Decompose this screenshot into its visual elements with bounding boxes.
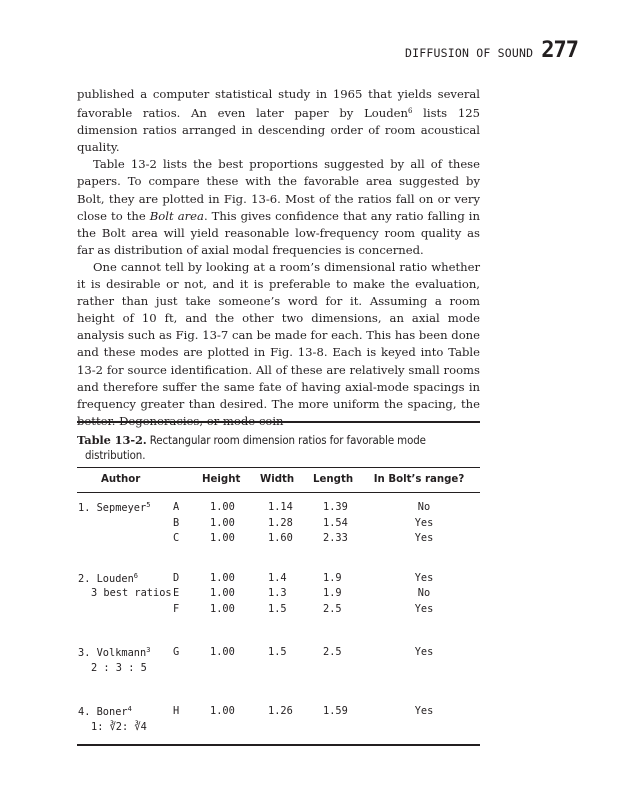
header-author: Author (101, 474, 141, 485)
author-subnote: 3 best ratios (91, 587, 172, 599)
height-cell: 1.00 (210, 587, 235, 599)
body-text (77, 86, 480, 430)
row-code: D (173, 571, 180, 584)
table-row (77, 587, 480, 603)
row-code: E (173, 587, 180, 599)
running-head: DIFFUSION OF SOUND (405, 46, 534, 60)
paragraph-1-text-cont: lists 125 dimension ratios arranged in descending order of room acoustical quality. (77, 106, 480, 155)
group-spacer (77, 618, 480, 646)
height-cell: 1.00 (210, 571, 235, 584)
paragraph-2-text-cont: . This gives confidence that any ratio falling in the Bolt area will yield reasonable low-frequency room quality as far as distribution of axial modal frequencies is concerned. (77, 208, 480, 257)
table-row (77, 705, 480, 721)
bolt-range-cell: No (417, 587, 431, 599)
author-subnote: 2 : 3 : 5 (91, 661, 147, 674)
paragraph-3: One cannot tell by looking at a room’s dimensional ratio whether it is desirable or not, and it is preferable to make the evaluation, rather than just take someone’s word for it. Assuming a room height of 10 ft, and the other two dimensions, an axial mode analysis such as Fig. 13-7 can be made for each. This has been done and these modes are plotted in Fig. 13-8. Each is keyed into Table 13-2 for source identification. All of these are relatively small rooms and therefore suffer the same fate of having axial-mode spacings in frequency greater than desired. The more uniform the spacing, the better. Degeneracies, or mode coin- (77, 259, 480, 428)
row-code: F (173, 602, 180, 615)
author-ref: 5 (146, 501, 151, 509)
header-length: Length (313, 474, 354, 485)
width-cell: 1.26 (268, 705, 293, 717)
table-row (77, 517, 480, 533)
length-cell: 1.9 (323, 587, 342, 599)
bolt-range-cell: Yes (414, 516, 434, 529)
table-label: Table 13-2. (77, 433, 147, 447)
width-cell: 1.60 (268, 532, 293, 544)
height-cell: 1.00 (210, 602, 235, 615)
bolt-range-cell: Yes (414, 705, 434, 717)
length-cell: 2.33 (323, 532, 348, 544)
bolt-range-cell: No (417, 501, 431, 513)
author-ref: 6 (133, 571, 139, 580)
table-header-row (77, 468, 480, 492)
emphasis-bolt-area: Bolt area (149, 208, 204, 223)
paragraph-2 (77, 156, 480, 259)
length-cell: 1.39 (323, 501, 348, 513)
height-cell: 1.00 (210, 516, 235, 529)
paragraph-1-text: published a computer statistical study in 1965 that yields several favorable ratios. An even later paper by Louden (77, 87, 480, 121)
author-name: 4. Boner (78, 706, 128, 718)
width-cell: 1.5 (268, 602, 287, 615)
author-name: 1. Sepmeyer (78, 502, 147, 514)
author-cell (78, 501, 150, 514)
row-code: C (173, 532, 180, 544)
table-title-line-1: Rectangular room dimension ratios for favorable mode (149, 433, 426, 447)
header-bolt-range: In Bolt’s range? (373, 474, 465, 485)
width-cell: 1.14 (268, 501, 293, 513)
table-row (77, 646, 480, 662)
bolt-range-cell: Yes (414, 602, 434, 615)
row-code: A (173, 501, 180, 513)
table-row (77, 572, 480, 588)
paragraph-2-text: Table 13-2 lists the best proportions suggested by all of these papers. To compare these with the favorable area suggested by Bolt, they are plotted in Fig. 13-6. Most of the ratios fall on or very close to the (77, 157, 480, 223)
header-width: Width (260, 474, 295, 485)
group-spacer (77, 548, 480, 572)
paragraph-1 (77, 86, 480, 156)
author-ref: 4 (127, 705, 132, 713)
bolt-range-cell: Yes (414, 646, 434, 658)
width-cell: 1.3 (268, 587, 287, 599)
length-cell: 1.9 (323, 571, 342, 584)
table-row (77, 662, 480, 678)
row-code: G (173, 646, 180, 658)
author-ref: 3 (146, 646, 151, 654)
page-header (405, 38, 578, 63)
author-cell (78, 705, 132, 718)
row-code: H (173, 705, 180, 717)
header-height: Height (202, 474, 241, 485)
group-spacer (77, 677, 480, 705)
row-code: B (173, 516, 180, 529)
length-cell: 2.5 (323, 602, 342, 615)
height-cell: 1.00 (210, 501, 235, 513)
length-cell: 1.59 (323, 705, 348, 717)
table-caption (77, 423, 480, 467)
table-row (77, 721, 480, 737)
width-cell: 1.28 (268, 516, 293, 529)
table-row (77, 603, 480, 619)
table-body (77, 493, 480, 744)
author-cell (78, 572, 138, 585)
bolt-range-cell: Yes (414, 571, 434, 584)
author-cell (78, 646, 150, 659)
group-spacer (77, 493, 480, 501)
table-row (77, 501, 480, 517)
height-cell: 1.00 (210, 646, 235, 658)
page-number: 277 (541, 38, 578, 63)
length-cell: 2.5 (323, 646, 342, 658)
table-row (77, 532, 480, 548)
table-13-2 (77, 421, 480, 746)
table-title-line-2: distribution. (85, 448, 146, 462)
table-bottom-rule (77, 744, 480, 746)
author-name: 3. Volkmann (78, 647, 147, 659)
height-cell: 1.00 (210, 532, 235, 544)
length-cell: 1.54 (323, 516, 348, 529)
bolt-range-cell: Yes (414, 532, 434, 544)
width-cell: 1.4 (268, 571, 287, 584)
author-name: 2. Louden (78, 572, 134, 585)
width-cell: 1.5 (268, 646, 287, 658)
table-end-spacer (77, 736, 480, 744)
height-cell: 1.00 (210, 705, 235, 717)
footnote-ref: 6 (407, 107, 413, 116)
author-subnote: 1: ∛2: ∛4 (91, 720, 147, 733)
